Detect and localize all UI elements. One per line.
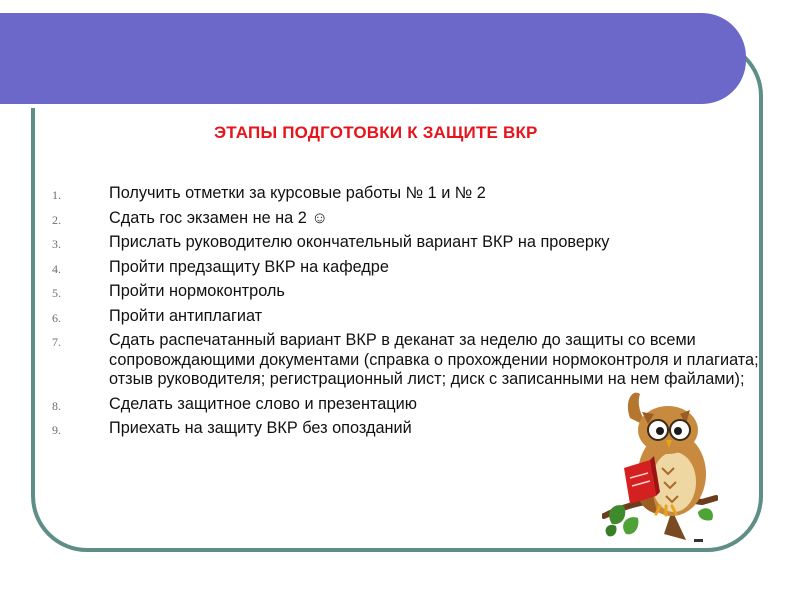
step-number: 9.	[52, 423, 61, 437]
list-item	[52, 307, 772, 327]
list-item	[52, 233, 772, 253]
step-text: Прислать руководителю окончательный вариант ВКР на проверку	[109, 233, 610, 251]
list-item	[52, 258, 772, 278]
list-item	[52, 282, 772, 302]
step-text: Сдать гос экзамен не на 2 ☺	[109, 208, 328, 227]
step-text: Сдать распечатанный вариант ВКР в деканат за неделю до защиты со всеми сопровождающими документами (справка о прохождении нормоконтроля и плагиата; отзыв руководителя; регистрационный лист; диск с записанными на нем файлами);	[109, 331, 759, 388]
slide-marker	[694, 539, 703, 542]
step-text: Получить отметки за курсовые работы № 1 и № 2	[109, 184, 486, 202]
step-text: Пройти нормоконтроль	[109, 282, 285, 300]
owl-with-book-icon	[602, 384, 718, 544]
step-text: Пройти предзащиту ВКР на кафедре	[109, 257, 389, 276]
step-number: 2.	[52, 212, 61, 227]
step-number: 7.	[52, 335, 61, 349]
step-number: 5.	[52, 286, 61, 300]
step-text: Сделать защитное слово и презентацию	[109, 394, 417, 413]
slide-title: ЭТАПЫ ПОДГОТОВКИ К ЗАЩИТЕ ВКР	[214, 123, 538, 142]
step-number: 3.	[52, 237, 61, 251]
list-item	[52, 184, 772, 204]
step-text: Пройти антиплагиат	[109, 306, 263, 325]
step-number: 4.	[52, 261, 61, 276]
list-item	[52, 331, 772, 390]
step-number: 8.	[52, 398, 61, 413]
step-text: Приехать на защиту ВКР без опозданий	[109, 419, 412, 437]
list-item	[52, 209, 772, 229]
header-divider	[0, 104, 708, 108]
step-number: 6.	[52, 310, 61, 325]
step-number: 1.	[52, 188, 61, 202]
header-band	[0, 13, 746, 104]
